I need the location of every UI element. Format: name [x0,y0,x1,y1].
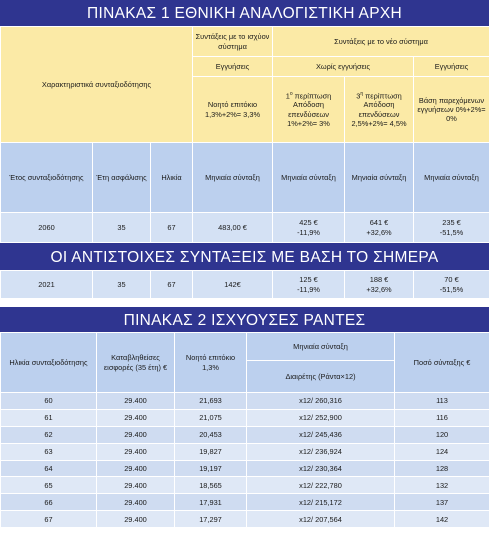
cell: 70 € -51,5% [414,271,489,299]
cell: 235 € -51,5% [414,213,489,243]
table-row [1,409,489,426]
table-row [1,494,489,511]
cell-age: 65 [1,477,97,494]
scenario-1: $1^o$ περίπτωση Απόδοση επενδύσεων 1%+2%= 3% [273,77,345,143]
today-title: ΟΙ ΑΝΤΙΣΤΟΙΧΕΣ ΣΥΝΤΑΞΕΙΣ ΜΕ ΒΑΣΗ ΤΟ ΣΗΜΕΡΑ [0,243,489,270]
cell-age: 62 [1,426,97,443]
cell-rate: 19,827 [175,443,247,460]
guarantees-header: Εγγυήσεις [193,57,273,77]
col-age: Ηλικία [151,143,193,213]
cell-contrib: 29.400 [97,409,175,426]
no-guarantees-header: Χωρίς εγγυήσεις [273,57,414,77]
cell-div: x12/ 236,924 [247,443,395,460]
table-row [1,477,489,494]
cell-rate: 17,931 [175,494,247,511]
cell-amount: 132 [395,477,489,494]
table1-row-2021 [1,271,489,299]
cell-contrib: 29.400 [97,494,175,511]
cell-rate: 18,565 [175,477,247,494]
guarantees2-header: Εγγυήσεις [414,57,489,77]
cell-age: 67 [1,511,97,528]
cell-contrib: 29.400 [97,511,175,528]
cell-div: x12/ 260,316 [247,393,395,410]
cell-div: x12/ 215,172 [247,494,395,511]
col-monthly: Μηνιαία σύνταξη [247,333,395,361]
current-system-header: Συντάξεις με το ισχύον σύστημα [193,27,273,57]
table2 [0,332,489,528]
table1-row-2060 [1,213,489,243]
cell-amount: 142 [395,511,489,528]
col-monthly-1: Μηνιαία σύνταξη [273,143,345,213]
cell-rate: 21,075 [175,409,247,426]
col-years-insurance: Έτη ασφάλισης [93,143,151,213]
cell-contrib: 29.400 [97,460,175,477]
cell-age: 66 [1,494,97,511]
cell: 35 [93,271,151,299]
cell-div: x12/ 222,780 [247,477,395,494]
scenario-current: Νοητό επιτόκιο 1,3%+2%= 3,3% [193,77,273,143]
table-row [1,426,489,443]
cell-age: 64 [1,460,97,477]
cell-div: x12/ 207,564 [247,511,395,528]
col-divisor: Διαιρέτης (Ράντα×12) [247,361,395,393]
cell-rate: 17,297 [175,511,247,528]
col-monthly-guar: Μηνιαία σύνταξη [414,143,489,213]
cell-contrib: 29.400 [97,393,175,410]
cell: 2060 [1,213,93,243]
cell-amount: 128 [395,460,489,477]
cell: 67 [151,271,193,299]
cell-rate: 21,693 [175,393,247,410]
cell-div: x12/ 245,436 [247,426,395,443]
cell: 35 [93,213,151,243]
table1-title: ΠΙΝΑΚΑΣ 1 ΕΘΝΙΚΗ ΑΝΑΛΟΓΙΣΤΙΚΗ ΑΡΧΗ [0,0,489,26]
scenario-guarantees: Βάση παρεχόμενων εγγυήσεων 0%+2%= 0% [414,77,489,143]
cell-div: x12/ 230,364 [247,460,395,477]
col-monthly-current: Μηνιαία σύνταξη [193,143,273,213]
cell-contrib: 29.400 [97,477,175,494]
table1-today [0,270,489,299]
table-row [1,443,489,460]
cell: 142€ [193,271,273,299]
cell: 67 [151,213,193,243]
col-rate: Νοητό επιτόκιο 1,3% [175,333,247,393]
cell-amount: 137 [395,494,489,511]
table-row [1,460,489,477]
cell-rate: 19,197 [175,460,247,477]
cell-contrib: 29.400 [97,443,175,460]
cell-div: x12/ 252,900 [247,409,395,426]
col-amount: Ποσό σύνταξης € [395,333,489,393]
cell: 641 € +32,6% [345,213,414,243]
scenario-3: $3^\eta$ περίπτωση Απόδοση επενδύσεων 2,5%+2%= 4,5% [345,77,414,143]
cell-age: 60 [1,393,97,410]
cell-amount: 124 [395,443,489,460]
table1 [0,26,489,243]
cell-rate: 20,453 [175,426,247,443]
cell-age: 61 [1,409,97,426]
cell-amount: 116 [395,409,489,426]
table-row [1,393,489,410]
cell-amount: 120 [395,426,489,443]
cell: 125 € -11,9% [273,271,345,299]
cell: 425 € -11,9% [273,213,345,243]
cell: 2021 [1,271,93,299]
col-year: Έτος συνταξιοδότησης [1,143,93,213]
table2-title: ΠΙΝΑΚΑΣ 2 ΙΣΧΥΟΥΣΕΣ ΡΑΝΤΕΣ [0,307,489,332]
cell-amount: 113 [395,393,489,410]
col-retire-age: Ηλικία συνταξιοδότησης [1,333,97,393]
new-system-header: Συντάξεις με το νέο σύστημα [273,27,489,57]
cell-contrib: 29.400 [97,426,175,443]
cell-age: 63 [1,443,97,460]
cell: 483,00 € [193,213,273,243]
cell: 188 € +32,6% [345,271,414,299]
col-contributions: Καταβληθείσες εισφορές (35 έτη) € [97,333,175,393]
characteristics-header: Χαρακτηριστικά συνταξιοδότησης [1,27,193,143]
col-monthly-3: Μηνιαία σύνταξη [345,143,414,213]
table-row [1,511,489,528]
